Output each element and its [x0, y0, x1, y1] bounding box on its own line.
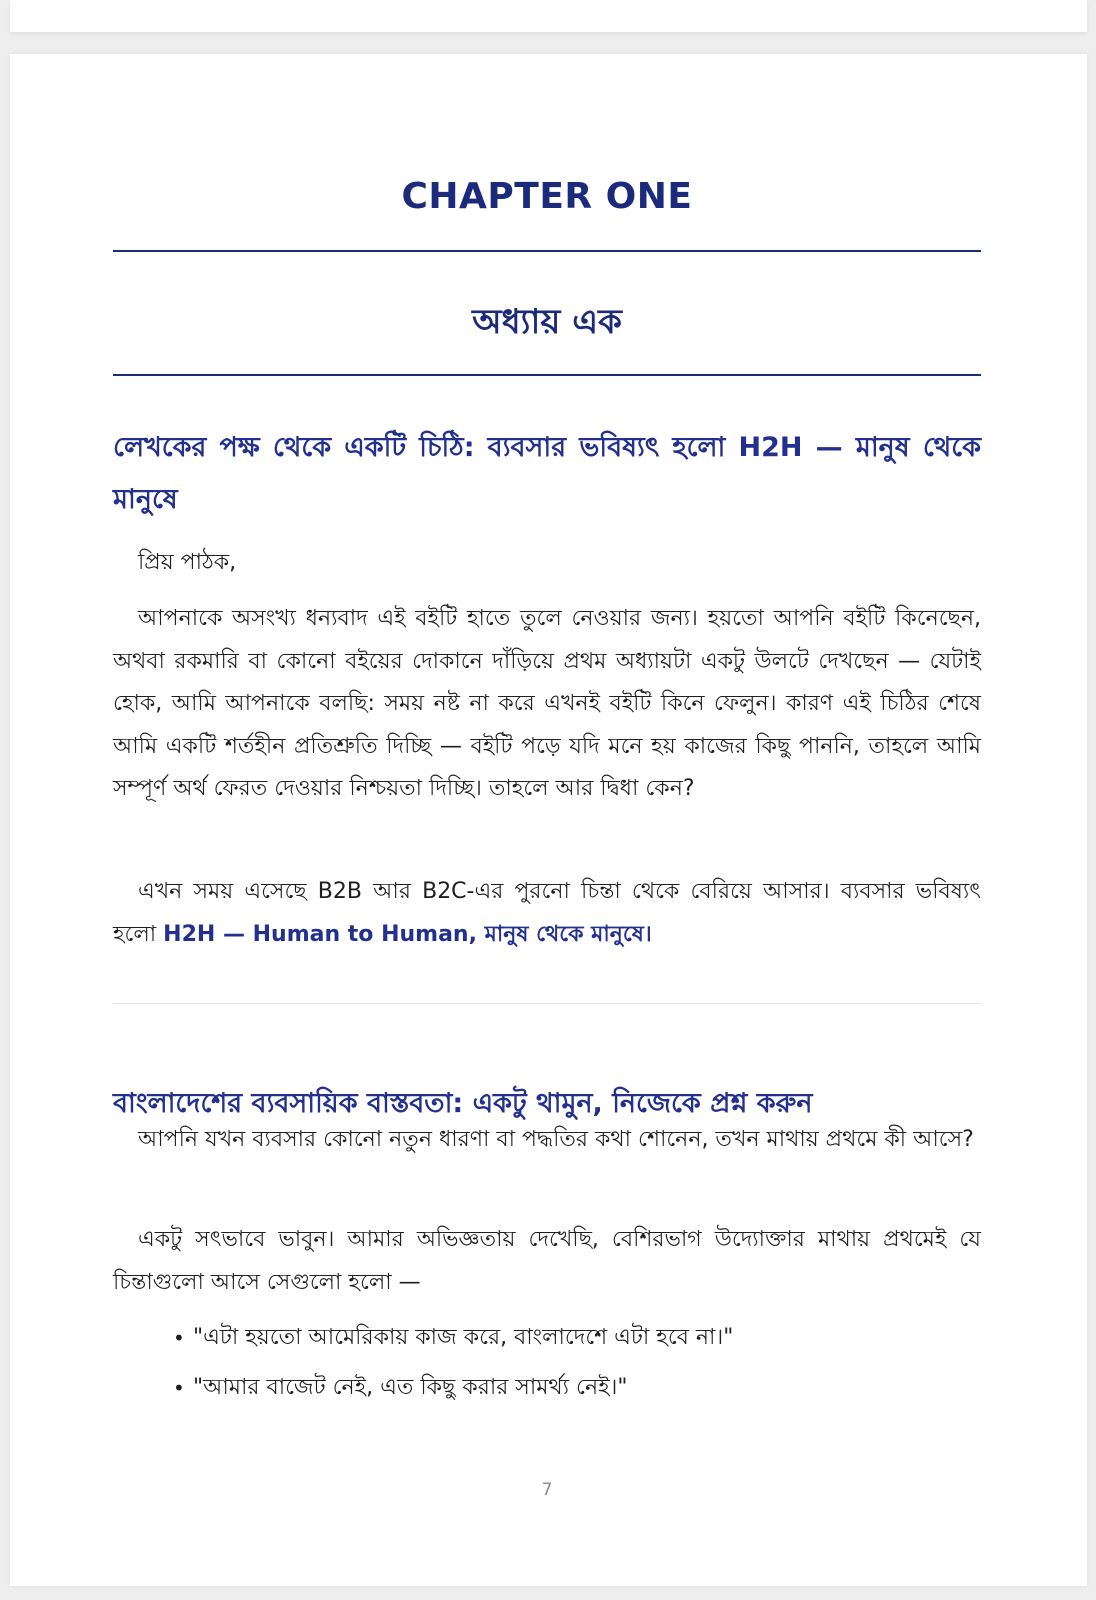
paragraph-question: আপনি যখন ব্যবসার কোনো নতুন ধারণা বা পদ্ধতির কথা শোনেন, তখন মাথায় প্রথমে কী আসে?	[138, 1127, 974, 1152]
chapter-divider-bottom	[113, 374, 981, 376]
section-separator	[113, 1003, 981, 1004]
h2h-emphasis: H2H — Human to Human, মানুষ থেকে মানুষে।	[163, 921, 652, 947]
list-item: • "আমার বাজেট নেই, এত কিছু করার সামর্থ্য নেই।"	[173, 1369, 973, 1407]
paragraph-h2h	[113, 871, 981, 956]
page-number: 7	[541, 1480, 553, 1500]
paragraph-thoughts: একটু সৎভাবে ভাবুন। আমার অভিজ্ঞতায় দেখেছি, বেশিরভাগ উদ্যোক্তার মাথায় প্রথমেই যে চিন্তাগুলো আসে সেগুলো হলো —	[113, 1227, 981, 1295]
section-heading-letter: লেখকের পক্ষ থেকে একটি চিঠি: ব্যবসার ভবিষ্যৎ হলো H2H — মানুষ থেকে মানুষে	[113, 432, 981, 515]
chapter-divider-top	[113, 250, 981, 252]
chapter-title-english: CHAPTER ONE	[401, 176, 693, 217]
list-item: • "এটা হয়তো আমেরিকায় কাজ করে, বাংলাদেশে এটা হবে না।"	[173, 1319, 973, 1357]
previous-page-edge	[10, 0, 1087, 32]
bullet-list	[173, 1319, 973, 1419]
paragraph-h2h-text: এখন সময় এসেছে B2B আর B2C-এর পুরনো চিন্তা থেকে বেরিয়ে আসার। ব্যবসার ভবিষ্যৎ হলো	[113, 879, 981, 947]
salutation: প্রিয় পাঠক,	[138, 550, 237, 575]
section-heading-reality: বাংলাদেশের ব্যবসায়িক বাস্তবতা: একটু থামুন, নিজেকে প্রশ্ন করুন	[113, 1088, 813, 1119]
chapter-title-bengali: অধ্যায় এক	[472, 302, 622, 342]
document-page	[10, 54, 1087, 1586]
paragraph-thanks: আপনাকে অসংখ্য ধন্যবাদ এই বইটি হাতে তুলে নেওয়ার জন্য। হয়তো আপনি বইটি কিনেছেন, অথবা রকমারি বা কোনো বইয়ের দোকানে দাঁড়িয়ে প্রথম অধ্যায়টা একটু উলটে দেখছেন — যেটাই হোক, আমি আপনাকে বলছি: সময় নষ্ট না করে এখনই বইটি কিনে ফেলুন। কারণ এই চিঠির শেষে আমি একটি শর্তহীন প্রতিশ্রুতি দিচ্ছি — বইটি পড়ে যদি মনে হয় কাজের কিছু পাননি, তাহলে আমি সম্পূর্ণ অর্থ ফেরত দেওয়ার নিশ্চয়তা দিচ্ছি। তাহলে আর দ্বিধা কেন?	[113, 606, 981, 801]
